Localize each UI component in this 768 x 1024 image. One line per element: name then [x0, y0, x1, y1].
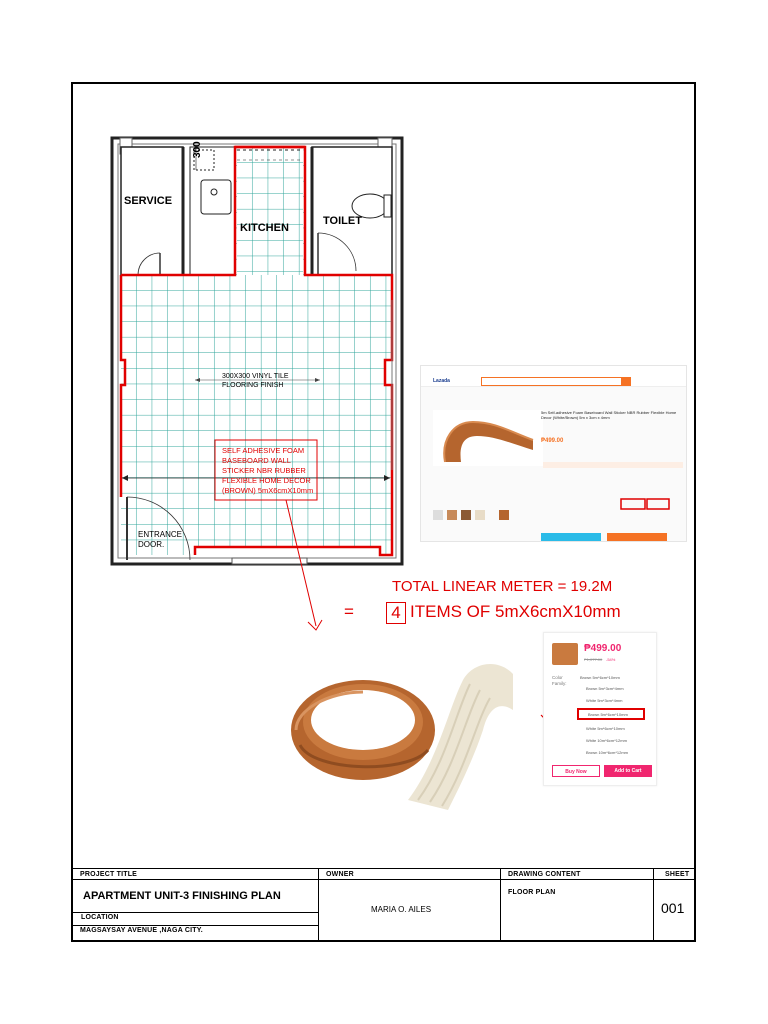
option-item[interactable]: White 5m*3cm*4mm	[586, 698, 623, 703]
items-description: ITEMS OF 5mX6cmX10mm	[410, 602, 621, 621]
option-item[interactable]: Brown 10m*6cm*12mm	[586, 750, 629, 755]
option-item-highlighted[interactable]: Brown 5m*6cm*10mm	[588, 712, 628, 717]
product-price: ₱499.00	[541, 438, 564, 444]
product-add-to-cart-button[interactable]	[607, 533, 667, 541]
store-logo: Lazada	[433, 378, 450, 384]
tile-note-line2: FLOORING FINISH	[222, 382, 284, 389]
options-thumbnail	[552, 643, 578, 665]
baseboard-rolls-photo	[288, 650, 518, 810]
product-options-highlight	[421, 366, 686, 541]
service-room	[121, 147, 183, 275]
drawing-content-value: FLOOR PLAN	[508, 889, 556, 896]
tile-note-line1: 300X300 VINYL TILE	[222, 373, 289, 380]
sheet-number: 001	[661, 900, 685, 916]
project-title-label: PROJECT TITLE	[80, 871, 138, 878]
option-item[interactable]: White 5m*6cm*10mm	[586, 726, 625, 731]
sheet-label: SHEET	[665, 871, 690, 878]
baseboard-note-line: BASEBOARD WALL	[222, 456, 291, 465]
options-discount: -54%	[606, 657, 616, 662]
baseboard-note-line: SELF ADHESIVE FOAM	[222, 446, 305, 455]
location-value: MAGSAYSAY AVENUE ,NAGA CITY.	[80, 927, 203, 934]
owner-label: OWNER	[326, 871, 354, 878]
room-label-entrance: ENTRANCE	[138, 530, 183, 539]
baseboard-note-line: STICKER NBR RUBBER	[222, 466, 306, 475]
options-old-price: ₱1,077.00	[584, 657, 603, 662]
color-family-label: Color Family:	[552, 675, 567, 686]
title-block	[73, 868, 694, 941]
baseboard-note-line: FLEXIBLE HOME DECOR	[222, 476, 311, 485]
project-title: APARTMENT UNIT-3 FINISHING PLAN	[83, 890, 281, 902]
buy-now-button[interactable]: Buy Now	[552, 765, 600, 777]
owner-name: MARIA O. AILES	[371, 905, 432, 914]
baseboard-note	[222, 446, 313, 496]
selected-option: Brown 5m*6cm*10mm	[580, 675, 620, 680]
add-to-cart-button[interactable]: Add to Cart	[604, 765, 652, 777]
room-label-door: DOOR.	[138, 540, 165, 549]
item-count-box: 4	[386, 602, 406, 624]
option-highlight-box	[577, 708, 645, 720]
product-options-panel	[543, 632, 657, 786]
options-price: ₱499.00	[584, 643, 622, 654]
product-title: 5m Self-adhesive Foam Baseboard Wall Sticker NBR Rubber Flexible Home Decor (White/Brown) 5m x 3cm x 4mm	[541, 410, 677, 420]
drawing-content-label: DRAWING CONTENT	[508, 871, 581, 878]
product-page-screenshot	[420, 365, 687, 542]
room-label-toilet: TOILET	[323, 215, 362, 227]
dimension-300: 300	[192, 141, 203, 158]
option-item[interactable]: White 10m*6cm*12mm	[586, 738, 627, 743]
equals-sign: =	[344, 602, 354, 621]
room-label-service: SERVICE	[124, 195, 173, 207]
location-label: LOCATION	[81, 914, 119, 921]
product-buy-now-button[interactable]	[541, 533, 601, 541]
option-item[interactable]: Brown 5m*3cm*4mm	[586, 686, 624, 691]
total-linear-meter: TOTAL LINEAR METER = 19.2M	[392, 578, 613, 595]
room-label-kitchen: KITCHEN	[240, 222, 289, 234]
baseboard-note-line: (BROWN) 5mX6cmX10mm	[222, 486, 314, 495]
